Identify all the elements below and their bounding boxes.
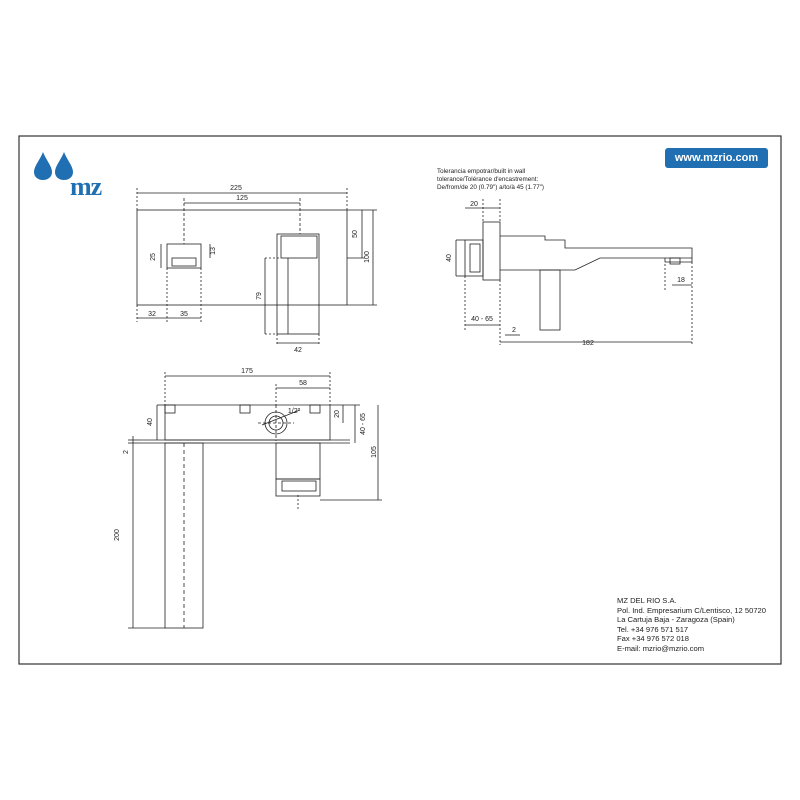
dim-plate-height: 40	[446, 254, 453, 262]
dim-thread: 1/2"	[287, 408, 301, 415]
dim-wall-range-top: 40 - 65	[360, 413, 367, 435]
dim-height-50: 50	[352, 230, 359, 238]
dim-handle-gap: 13	[210, 247, 217, 255]
front-view	[137, 188, 377, 346]
dim-gap: 2	[512, 327, 516, 334]
tolerance-line: Tolerancia empotrar/built in wall	[437, 168, 526, 175]
brand-logo-text: mz	[70, 172, 102, 201]
company-address	[617, 596, 766, 654]
company-line: MZ DEL RIO S.A.	[617, 596, 677, 605]
company-line: Pol. Ind. Empresarium C/Lentisco, 12 50720	[617, 605, 767, 615]
company-line: La Cartuja Baja - Zaragoza (Spain)	[617, 615, 735, 625]
dim-offset-20: 20	[334, 410, 341, 418]
tolerance-line: tolerance/Tolérance d'encastrement:	[437, 176, 539, 183]
company-line: Tel. +34 976 571 517	[617, 624, 689, 634]
company-line: Fax +34 976 572 018	[617, 634, 689, 644]
dim-spout-offset: 125	[236, 195, 248, 202]
tolerance-note	[437, 168, 544, 192]
company-line: E-mail: mzrio@mzrio.com	[617, 643, 705, 653]
dim-total-105: 105	[371, 446, 378, 458]
dim-plate-thickness: 20	[470, 201, 478, 208]
side-view	[456, 199, 692, 346]
dim-depth-40: 40	[147, 418, 154, 426]
dim-spout-drop: 79	[256, 292, 263, 300]
dim-left-margin: 32	[148, 311, 156, 318]
website-badge[interactable]: www.mzrio.com	[665, 148, 768, 168]
dim-handle-width: 35	[180, 311, 188, 318]
dim-valve-offset: 58	[299, 380, 307, 387]
dim-handle-height: 25	[150, 253, 157, 261]
dim-outlet: 18	[677, 277, 685, 284]
drops-logo-icon	[34, 152, 73, 180]
dim-gap-2: 2	[123, 450, 130, 454]
dim-spout-width: 42	[294, 347, 302, 354]
dim-overall-width: 225	[230, 185, 242, 192]
top-view	[128, 372, 382, 628]
dim-cartridge-length: 200	[114, 529, 121, 541]
dim-height-100: 100	[364, 251, 371, 263]
dim-wall-range: 40 - 65	[471, 316, 493, 323]
dim-body-width: 175	[241, 368, 253, 375]
tolerance-line: De/from/de 20 (0.79") a/to/à 45 (1.77")	[437, 184, 545, 191]
dim-spout-length: 182	[582, 340, 594, 347]
